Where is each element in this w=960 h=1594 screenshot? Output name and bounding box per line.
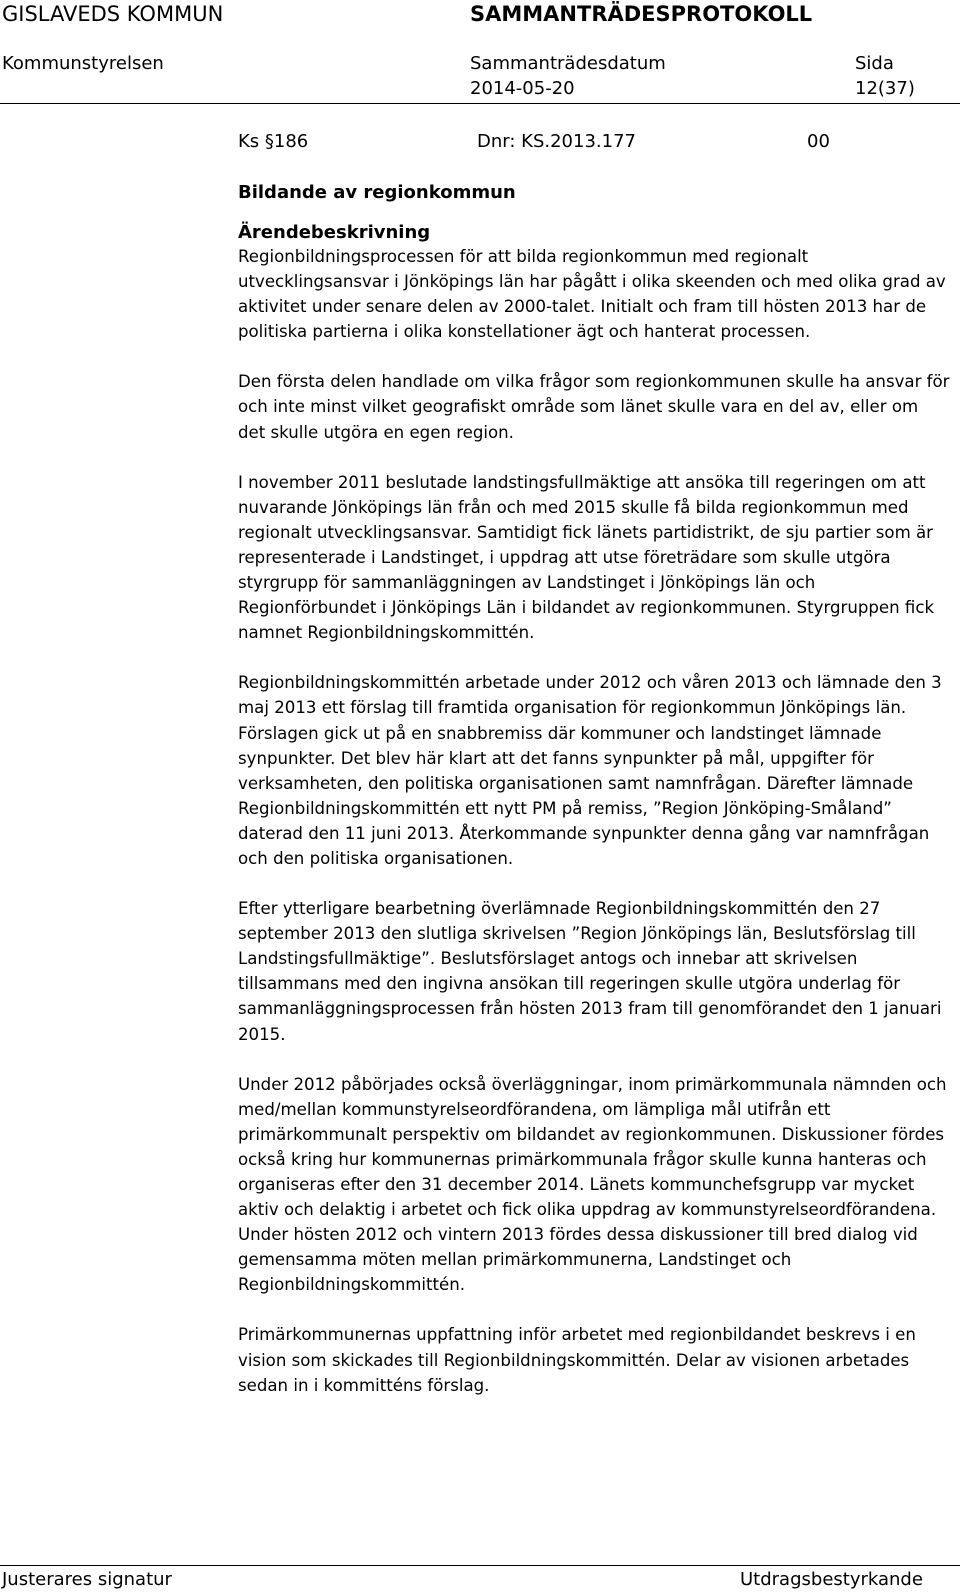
document-body <box>238 181 950 1423</box>
document-title: Bildande av regionkommun <box>238 182 516 203</box>
certification-label: Utdragsbestyrkande <box>740 1569 923 1590</box>
paragraph: Primärkommunernas uppfattning inför arbetet med regionbildandet beskrevs i en vision som skickades till Regionbildningskommittén. Delar av visionen arbetades sedan in i kommitténs förslag. <box>238 1325 916 1395</box>
paragraph: Under 2012 påbörjades också överläggningar, inom primärkommunala nämnden och med/mellan kommunstyrelseordförandena, om lämpliga mål utifrån ett primärkommunalt perspektiv om bildandet av regionkommunen. Diskussioner fördes också kring hur kommunernas primärkommunala frågor skulle kunna hanteras och organiseras efter den 31 december 2014. Länets kommunchefsgrupp var mycket aktiv och delaktig i arbetet och fick olika uppdrag av kommunstyrelseordförandena. Under hösten 2012 och vintern 2013 fördes dessa diskussioner till bred dialog vid gemensamma möten mellan primärkommunerna, Landstinget och Regionbildningskommittén. <box>238 1074 947 1295</box>
committee-label: Kommunstyrelsen <box>2 53 164 74</box>
page-label: Sida <box>855 53 894 74</box>
paragraph: Regionbildningsprocessen för att bilda regionkommun med regionalt utvecklingsansvar i Jönköpings län har pågått i olika skeenden och med olika grad av aktivitet under senare delen av 2000-talet. Initialt och fram till hösten 2013 har de politiska partierna i olika konstellationer ägt och hanterat processen. <box>238 247 946 342</box>
paragraph: I november 2011 beslutade landstingsfullmäktige att ansöka till regeringen om att nuvarande Jönköpings län från och med 2015 skulle få bilda regionkommun med regionalt utvecklingsansvar. Samtidigt fick länets partidistrikt, de sju partier som är representerade i Landstinget, i uppdrag att utse företrädare som skulle utgöra styrgrupp för sammanläggningen av Landstinget i Jönköpings län och Regionförbundet i Jönköpings Län i bildandet av regionkommunen. Styrgruppen fick namnet Regionbildningskommittén. <box>238 472 935 643</box>
footer-divider <box>0 1565 960 1566</box>
diary-number: Dnr: KS.2013.177 <box>477 131 636 152</box>
header-divider <box>0 103 960 104</box>
paragraph: Regionbildningskommittén arbetade under 2012 och våren 2013 och lämnade den 3 maj 2013 ett förslag till framtida organisation för regionkommun Jönköpings län. Förslagen gick ut på en snabbremiss där kommuner och landstinget lämnade synpunkter. Det blev här klart att det fanns synpunkter på mål, uppgifter för verksamheten, den politiska organisationen samt namnfrågan. Därefter lämnade Regionbildningskommittén ett nytt PM på remiss, ”Region Jönköping-Småland” daterad den 11 juni 2013. Återkommande synpunkter denna gång var namnfrågan och den politiska organisationen. <box>238 673 942 868</box>
paragraph: Efter ytterligare bearbetning överlämnade Regionbildningskommittén den 27 september 2013 den slutliga skrivelsen ”Region Jönköpings län, Beslutsförslag till Landstingsfullmäktige”. Beslutsförslaget antogs och innebar att skrivelsen tillsammans med den ingivna ansökan till regeringen skulle utgöra underlag för sammanläggningsprocessen från hösten 2013 fram till genomförandet den 1 januari 2015. <box>238 899 942 1044</box>
meeting-date-label: Sammanträdesdatum <box>470 53 666 74</box>
signature-label: Justerares signatur <box>2 1569 172 1590</box>
page-number: 12(37) <box>855 78 915 99</box>
section-heading: Ärendebeskrivning <box>238 222 431 243</box>
case-code: 00 <box>807 131 830 152</box>
municipality-name: GISLAVEDS KOMMUN <box>2 2 224 26</box>
paragraph: Den första delen handlade om vilka frågor som regionkommunen skulle ha ansvar för och inte minst vilket geografiskt område som länet skulle vara en del av, eller om det skulle utgöra en egen region. <box>238 372 950 442</box>
meeting-date-value: 2014-05-20 <box>470 78 575 99</box>
protocol-title: SAMMANTRÄDESPROTOKOLL <box>470 2 813 26</box>
paragraph-reference: Ks §186 <box>238 131 309 152</box>
